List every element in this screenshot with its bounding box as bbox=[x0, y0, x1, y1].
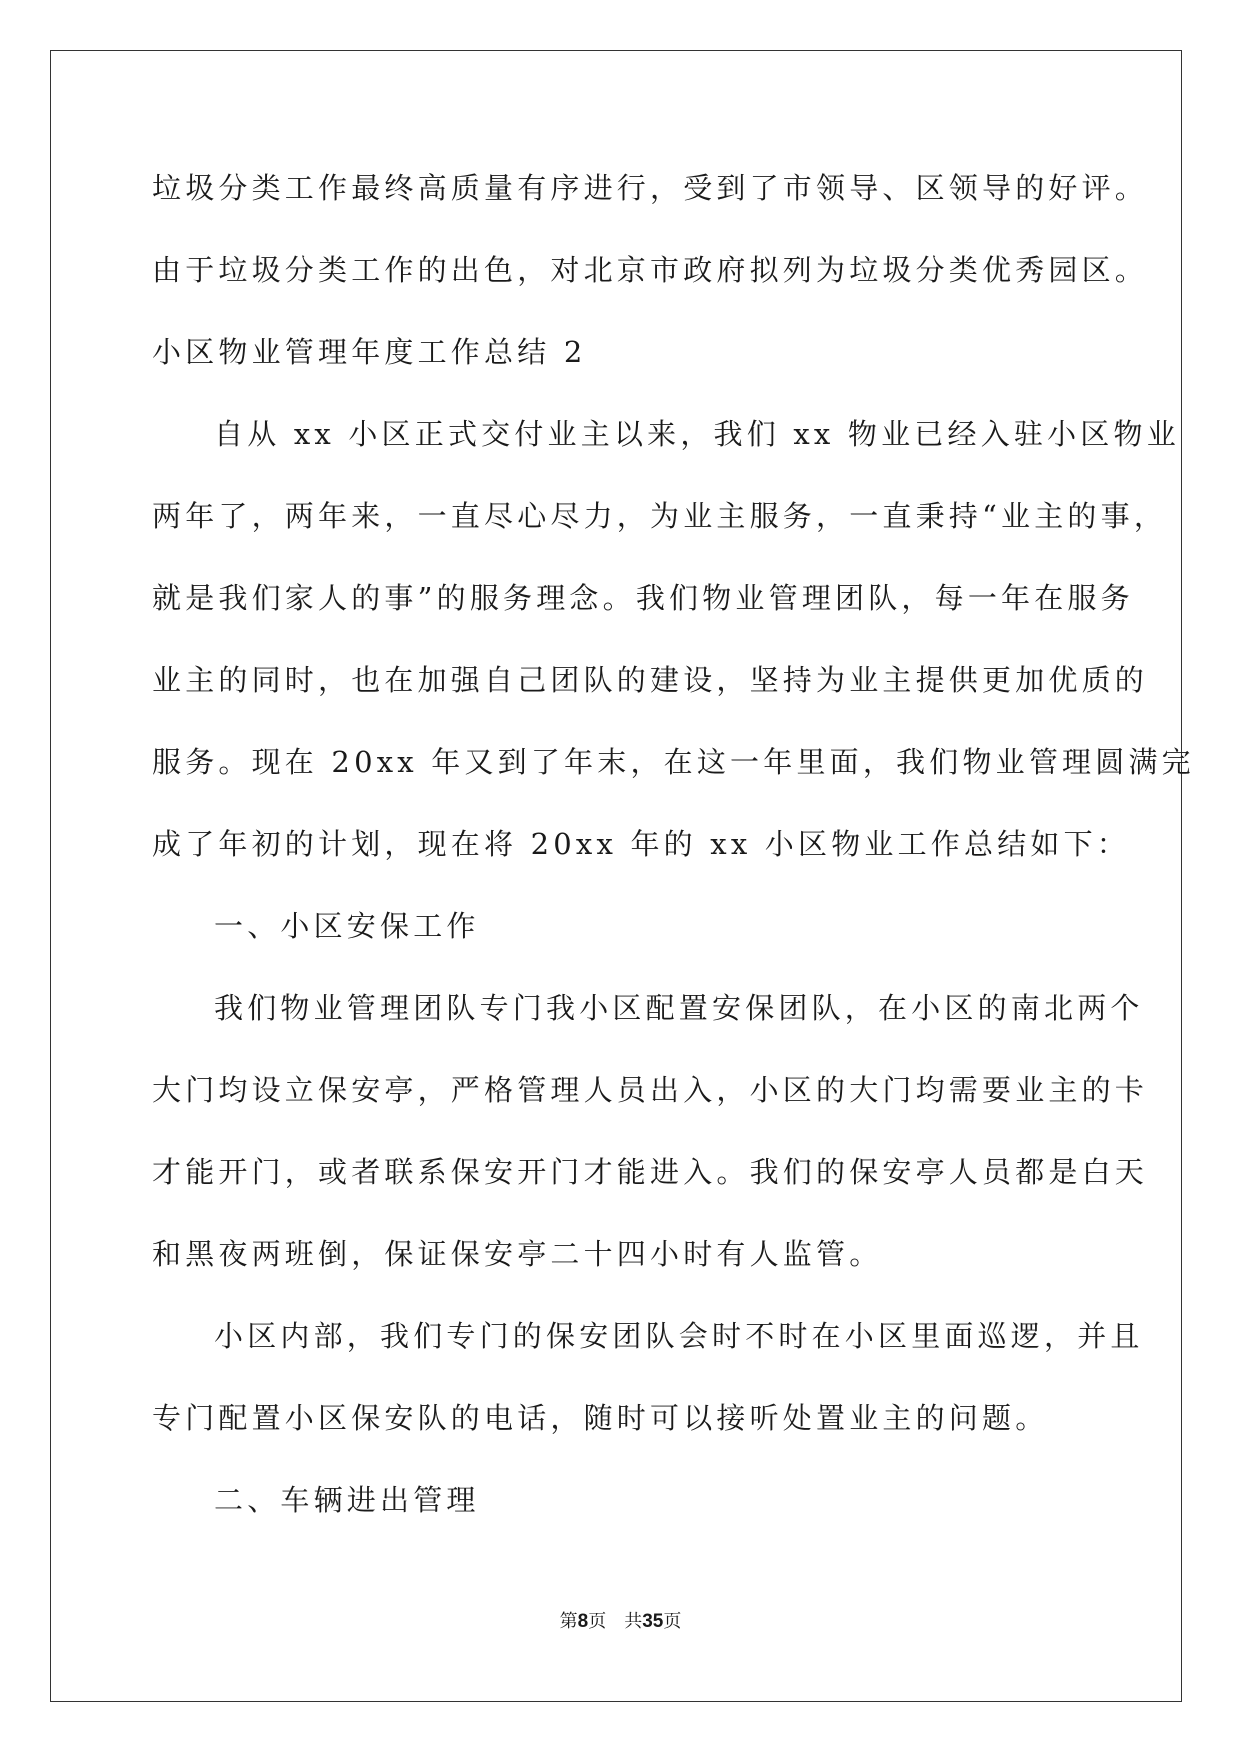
footer-total-pages: 35 bbox=[642, 1611, 664, 1632]
subheading-security: 一、小区安保工作 bbox=[214, 909, 480, 943]
paragraph-line-16: 专门配置小区保安队的电话，随时可以接听处置业主的问题。 bbox=[152, 1401, 1049, 1435]
paragraph-line-13: 才能开门，或者联系保安开门才能进入。我们的保安亭人员都是白天 bbox=[152, 1155, 1149, 1189]
footer-total-prefix: 共 bbox=[624, 1611, 643, 1632]
paragraph-line-6: 就是我们家人的事”的服务理念。我们物业管理团队，每一年在服务 bbox=[152, 581, 1134, 615]
paragraph-line-4: 自从 xx 小区正式交付业主以来，我们 xx 物业已经入驻小区物业 bbox=[214, 417, 1180, 451]
paragraph-line-11: 我们物业管理团队专门我小区配置安保团队，在小区的南北两个 bbox=[214, 991, 1144, 1025]
paragraph-line-12: 大门均设立保安亭，严格管理人员出入，小区的大门均需要业主的卡 bbox=[152, 1073, 1149, 1107]
footer-page-suffix: 页 bbox=[588, 1611, 607, 1632]
section-heading: 小区物业管理年度工作总结 2 bbox=[152, 335, 587, 369]
paragraph-line-15: 小区内部，我们专门的保安团队会时不时在小区里面巡逻，并且 bbox=[214, 1319, 1144, 1353]
paragraph-line-5: 两年了，两年来，一直尽心尽力，为业主服务，一直秉持“业主的事， bbox=[152, 499, 1168, 533]
footer-total-suffix: 页 bbox=[663, 1611, 682, 1632]
paragraph-line-9: 成了年初的计划，现在将 20xx 年的 xx 小区物业工作总结如下： bbox=[152, 827, 1130, 861]
footer-page-number: 8 bbox=[577, 1611, 589, 1632]
paragraph-line-1: 垃圾分类工作最终高质量有序进行，受到了市领导、区领导的好评。 bbox=[152, 171, 1149, 205]
page-footer bbox=[0, 1612, 1241, 1631]
paragraph-line-14: 和黑夜两班倒，保证保安亭二十四小时有人监管。 bbox=[152, 1237, 883, 1271]
paragraph-line-2: 由于垃圾分类工作的出色，对北京市政府拟列为垃圾分类优秀园区。 bbox=[152, 253, 1149, 287]
paragraph-line-8: 服务。现在 20xx 年又到了年末，在这一年里面，我们物业管理圆满完 bbox=[152, 745, 1195, 779]
paragraph-line-7: 业主的同时，也在加强自己团队的建设，坚持为业主提供更加优质的 bbox=[152, 663, 1149, 697]
page-border bbox=[50, 50, 1182, 1702]
subheading-vehicles: 二、车辆进出管理 bbox=[214, 1483, 480, 1517]
footer-page-prefix: 第 bbox=[559, 1611, 578, 1632]
